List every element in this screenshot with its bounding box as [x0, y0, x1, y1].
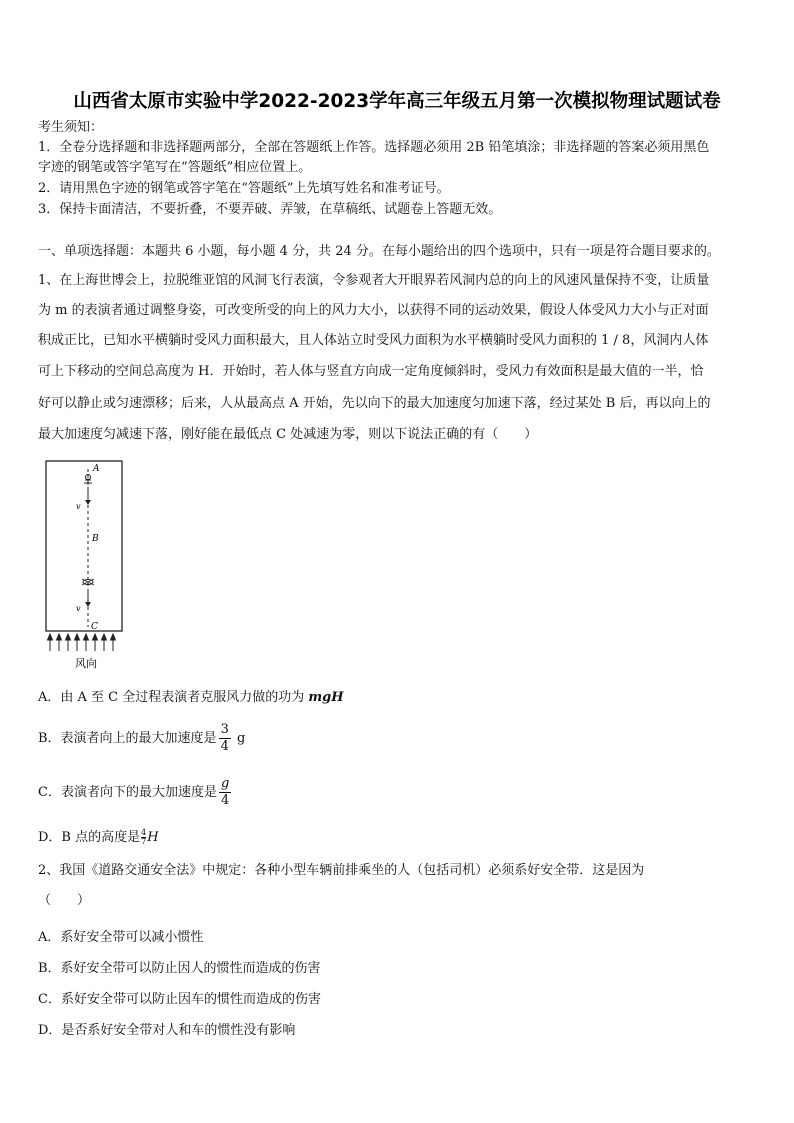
section-1-heading: 一、单项选择题：本题共 6 小题，每小题 4 分，共 24 分。在每小题给出的四个选项中，只有一项是符合题目要求的。: [38, 244, 720, 259]
q2-line-1: 2、我国《道路交通安全法》中规定：各种小型车辆前排乘坐的人（包括司机）必须系好安全带．这是因为: [38, 863, 645, 878]
q1-option-d-suffix: H: [147, 830, 159, 845]
q1-line-2: 为 m 的表演者通过调整身姿，可改变所受的向上的风力大小，以获得不同的运动效果，假设人体受风力大小与正对面: [38, 303, 709, 318]
wind-tunnel-diagram: [38, 455, 134, 673]
q1-option-b-suffix: g: [232, 731, 246, 746]
q1-option-a-expr: mgH: [308, 690, 344, 705]
q2-line-2: （ ）: [38, 893, 91, 908]
label-a: A: [93, 464, 100, 474]
arrow-down-icon-2: [85, 602, 91, 607]
q1-option-c-fraction: [219, 776, 231, 809]
q1-option-b: [38, 722, 245, 755]
q1-option-c: [38, 776, 233, 809]
notice-item-2: 2．请用黑色字迹的钢笔或答字笔在“答题纸”上先填写姓名和准考证号。: [38, 181, 450, 196]
fraction-denominator: 7: [141, 837, 147, 846]
notice-heading: 考生须知：: [38, 120, 104, 135]
wind-direction-label: 风向: [75, 657, 97, 670]
q1-option-d: [38, 826, 159, 846]
q1-option-b-fraction: [219, 722, 231, 755]
q2-option-b: B．系好安全带可以防止因人的惯性而造成的伤害: [38, 961, 321, 976]
tunnel-outline: [46, 461, 122, 631]
label-c: C: [91, 622, 98, 632]
notice-item-1-line-1: 1．全卷分选择题和非选择题两部分，全部在答题纸上作答。选择题必须用 2B 铅笔填涂；非选择题的答案必须用黑色: [38, 140, 710, 155]
label-v-top: v: [76, 502, 81, 511]
q1-line-6: 最大加速度匀减速下落，刚好能在最低点 C 处减速为零，则以下说法正确的有（ ）: [38, 427, 538, 442]
notice-item-3: 3．保持卡面清洁，不要折叠，不要弄破、弄皱，在草稿纸、试题卷上答题无效。: [38, 202, 502, 217]
wind-tunnel-figure: [38, 455, 134, 673]
q2-option-d: D．是否系好安全带对人和车的惯性没有影响: [38, 1023, 296, 1038]
q1-option-d-fraction: [141, 829, 146, 846]
label-v-bottom: v: [76, 604, 81, 613]
q1-line-1: 1、在上海世博会上，拉脱维亚馆的风洞飞行表演，令参观者大开眼界若风洞内总的向上的风速风量保持不变，让质量: [38, 273, 710, 288]
wind-arrows: [48, 634, 116, 651]
q2-option-a: A．系好安全带可以减小惯性: [38, 930, 204, 945]
notice-item-1-line-2: 字迹的钢笔或答字笔写在“答题纸”相应位置上。: [38, 160, 312, 175]
q1-option-d-text: D．B 点的高度是: [38, 830, 141, 845]
q1-option-a: [38, 686, 344, 705]
fraction-denominator: 4: [220, 739, 229, 754]
q1-line-3: 积成正比，已知水平横躺时受风力面积最大，且人体站立时受风力面积为水平横躺时受风力面积的 1 / 8，风洞内人体: [38, 333, 709, 348]
q1-line-5: 好可以静止或匀速漂移；后来，人从最高点 A 开始，先以向下的最大加速度匀加速下落，经过某处 B 后，再以向上的: [38, 396, 711, 411]
label-b: B: [92, 534, 99, 544]
q1-option-b-text: B．表演者向上的最大加速度是: [38, 731, 217, 746]
exam-title: 山西省太原市实验中学2022-2023学年高三年级五月第一次模拟物理试题试卷: [73, 91, 721, 112]
q2-option-c: C．系好安全带可以防止因车的惯性而造成的伤害: [38, 992, 321, 1007]
q1-line-4: 可上下移动的空间总高度为 H．开始时，若人体与竖直方向成一定角度倾斜时，受风力有效面积是最大值的一半，恰: [38, 364, 704, 379]
fraction-numerator: 4: [141, 828, 147, 837]
fraction-denominator: 4: [220, 793, 230, 808]
fraction-numerator: g: [220, 776, 230, 791]
fraction-numerator: 3: [220, 722, 229, 737]
q1-option-c-text: C．表演者向下的最大加速度是: [38, 785, 217, 800]
q1-option-a-text: A．由 A 至 C 全过程表演者克服风力做的功为: [38, 690, 309, 705]
arrow-down-icon: [85, 500, 91, 505]
